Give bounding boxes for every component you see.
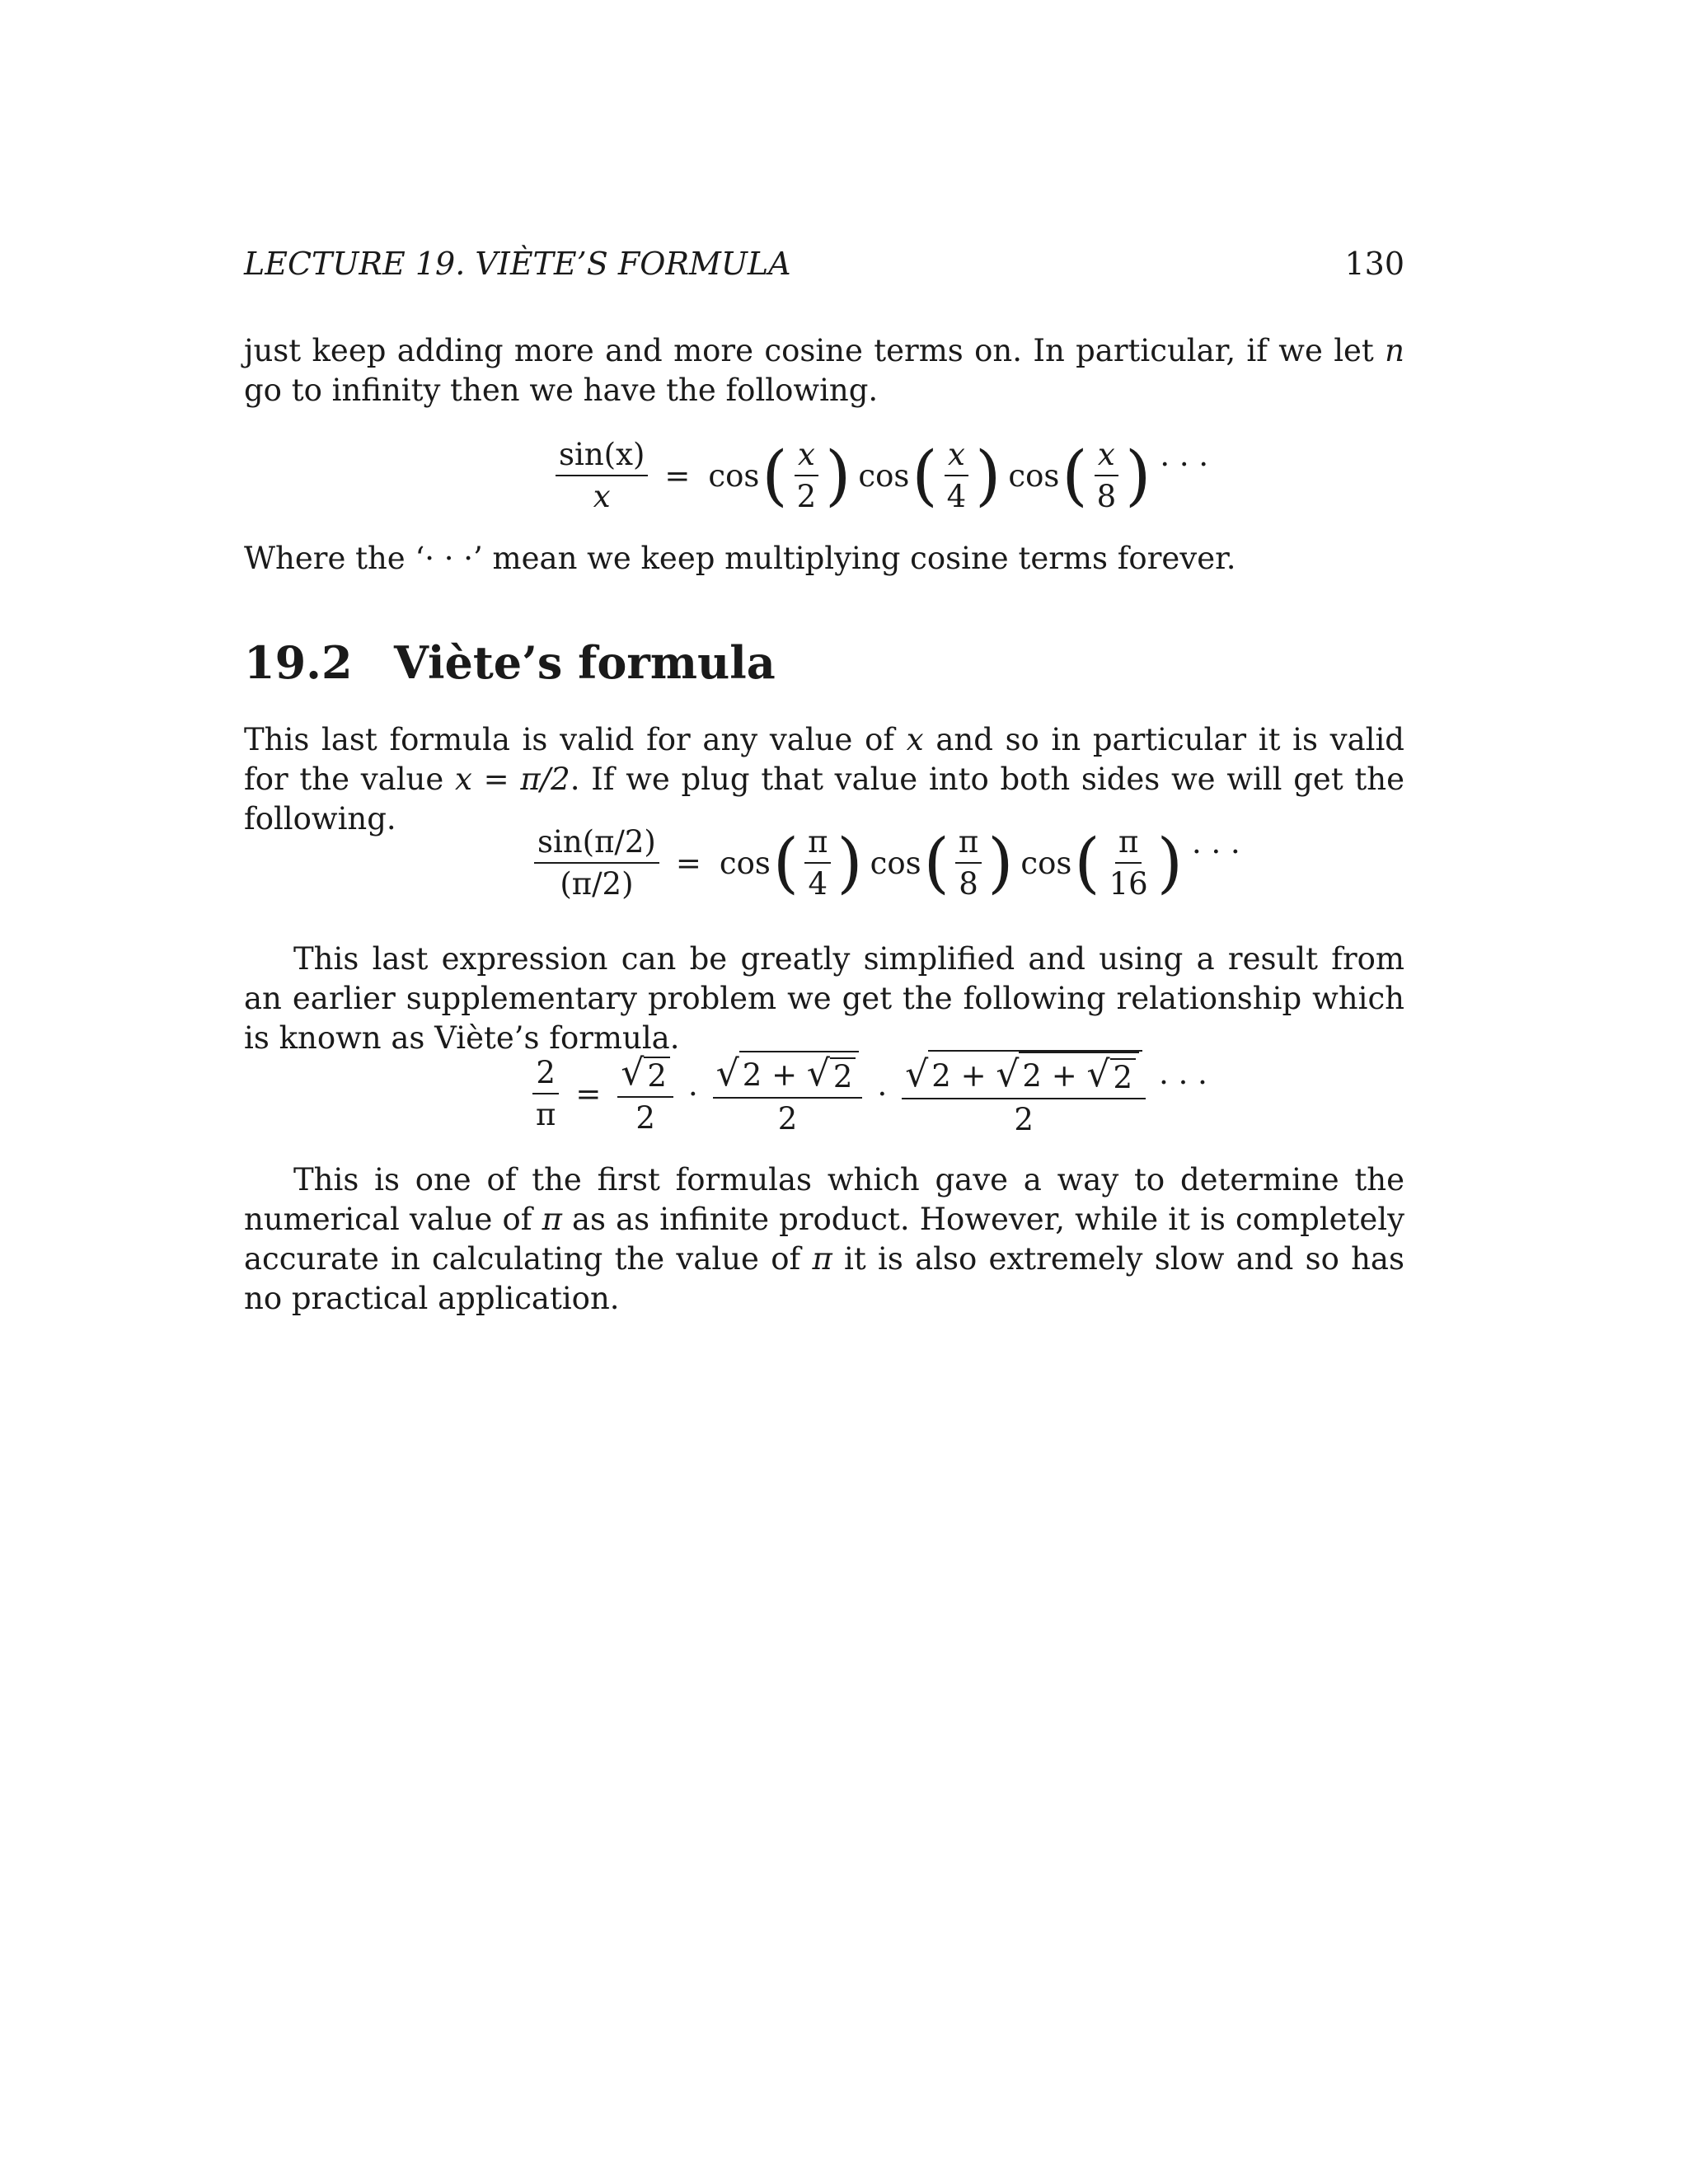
section-title: Viète’s formula [394, 636, 776, 689]
eq1-dots: · · · [1160, 446, 1209, 482]
eq2-lhs [534, 824, 659, 902]
para1-text-a: just keep adding more and more cosine terms on. In particular, if we let [244, 333, 1374, 368]
eq2-frac-3: $\frac{\pi}{16}$ [1109, 824, 1148, 902]
eq2-lhs-num: sin(π/2) [534, 824, 659, 864]
eq3-term-2: √ 2 + √ 2 2 [713, 1051, 863, 1137]
para2-text: Where the ‘· · ·’ mean we keep multiplying cosine terms forever. [244, 541, 1236, 576]
eq1-frac-1: $\frac{x}{2}$ [794, 437, 820, 514]
eq2-lhs-den: (π/2) [560, 866, 634, 902]
running-title: LECTURE 19. VIÈTE’S FORMULA [244, 246, 791, 282]
section-number: 19.2 [244, 636, 353, 689]
paragraph-ellipsis-note [244, 539, 1404, 579]
eq1-cos-2: cos [858, 457, 910, 494]
paragraph-intro [244, 331, 1404, 410]
paragraph-substitution: This last formula is valid for any value of x and so in particular it is valid for the value x = π/2. If we plug that value into both sides we will get the following. [244, 722, 1405, 837]
eq3-term-1: √ 2 2 [617, 1052, 673, 1136]
eq3-term-3: √ 2 + √ 2 + √ 2 2 [902, 1050, 1146, 1137]
paragraph-simplification [244, 940, 1404, 1058]
para1-text-b: go to infinity then we have the following. [244, 373, 879, 408]
eq2-frac-2: $\frac{\pi}{8}$ [955, 824, 982, 902]
eq1-cos-1: cos [708, 457, 760, 494]
section-heading [244, 636, 776, 689]
equation-pi-substitution: $\frac{\sin(\pi/2)}{(\pi/2)}$ = cos ( $\frac{\pi}{4}$ ) cos ( $\frac{\pi}{8}$ ) cos ( $\frac{\pi}{16}$ ) · · · [529, 824, 1240, 902]
equation-viete: $\frac{2}{\pi}$ = √ 2 2 · √ 2 + √ 2 2 · √ 2 + √ 2 + √ 2 2 · · · [528, 1050, 1207, 1137]
eq1-lhs-den: x [593, 479, 611, 514]
para4-text: This last expression can be greatly simplified and using a result from an earlier supplementary problem we get the following relationship which is known as Viète’s formula. [244, 941, 1404, 1056]
page-number: 130 [1344, 246, 1404, 282]
eq3-lhs: $\frac{2}{\pi}$ [532, 1055, 559, 1132]
paragraph-conclusion: This is one of the first formulas which gave a way to determine the numerical value of π as as infinite product. However, while it is completely accurate in calculating the value of π it is also extremely slow and so has no practical application. [244, 1162, 1404, 1316]
para1-var-n: n [1385, 333, 1405, 368]
eq1-frac-2: $\frac{x}{4}$ [944, 437, 970, 514]
eq1-frac-3: $\frac{x}{8}$ [1094, 437, 1120, 514]
eq1-cos-3: cos [1008, 457, 1060, 494]
eq1-equals: = [664, 457, 691, 494]
eq1-lhs-num: sin(x) [556, 437, 648, 476]
eq1-lhs [556, 437, 648, 514]
eq2-frac-1: $\frac{\pi}{4}$ [804, 824, 831, 902]
equation-cosine-product: $\frac{\sin(x)}{x}$ = cos ( $\frac{x}{2}$ ) cos ( $\frac{x}{4}$ ) cos ( $\frac{x}{8}$ ) · · · [551, 437, 1208, 514]
para3-expr: x = π/2 [455, 762, 570, 797]
running-head [244, 246, 1404, 282]
para3-var-x: x [906, 722, 924, 757]
